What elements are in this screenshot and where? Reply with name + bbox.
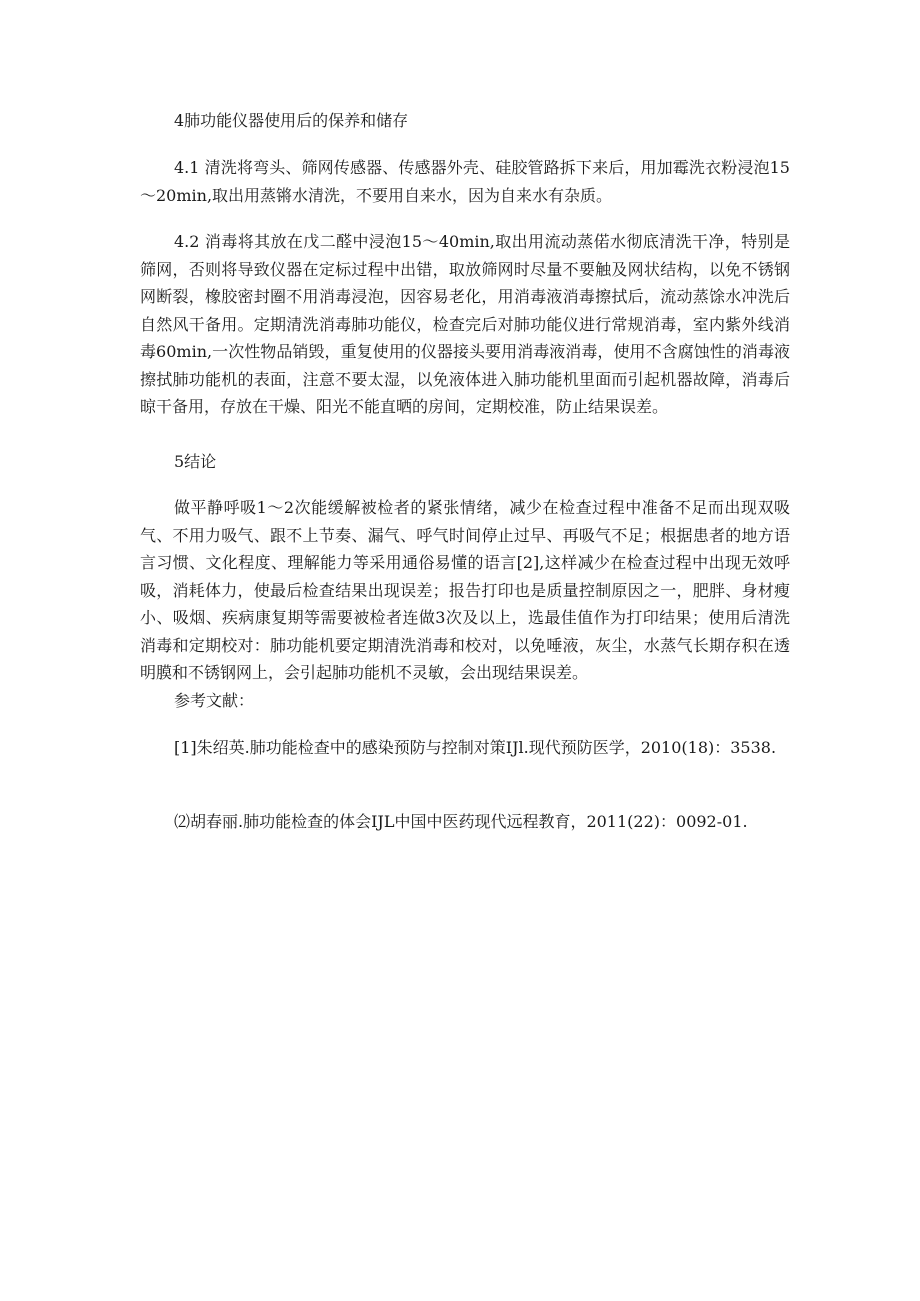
reference-item-1: [1]朱绍英.肺功能检查中的感染预防与控制对策IJl.现代预防医学，2010(18)：3538. [174,738,777,757]
section-4-heading: 4肺功能仪器使用后的保养和储存 [174,111,409,130]
section-4-2-paragraph: 4.2 消毒将其放在戊二醛中浸泡15～40min,取出用流动蒸偌水彻底清洗干净，特别是筛网，否则将导致仪器在定标过程中出错，取放筛网时尽量不要触及网状结构，以免不锈钢网断裂，橡胶密封圈不用消毒浸泡，因容易老化，用消毒液消毒擦拭后，流动蒸馀水冲洗后自然风干备用。定期清洗消毒肺功能仪，检查完后对肺功能仪进行常规消毒，室内紫外线消毒60min,一次性物品销毁，重复使用的仪器接头要用消毒液消毒，使用不含腐蚀性的消毒液擦拭肺功能机的表面，注意不要太湿，以免液体进入肺功能机里面而引起机器故障，消毒后晾干备用，存放在干燥、阳光不能直晒的房间，定期校准，防止结果误差。 [140,232,790,416]
references-heading: 参考文献： [174,691,255,710]
reference-item-2: ⑵胡春丽.肺功能检查的体会IJL中国中医药现代远程教育，2011(22)：0092-01. [174,812,748,831]
conclusion-paragraph: 做平静呼吸1～2次能缓解被检者的紧张情绪，减少在检查过程中准备不足而出现双吸气、不用力吸气、跟不上节奏、漏气、呼气时间停止过早、再吸气不足；根据患者的地方语言习惯、文化程度、理解能力等采用通俗易懂的语言[2],这样减少在检查过程中出现无效呼吸，消耗体力，使最后检查结果出现误差；报告打印也是质量控制原因之一，肥胖、身材瘦小、吸烟、疾病康复期等需要被检者连做3次及以上，选最佳值作为打印结果；使用后清洗消毒和定期校对：肺功能机要定期清洗消毒和校对，以免唾液，灰尘，水蒸气长期存积在透明膜和不锈钢网上，会引起肺功能机不灵敏，会出现结果误差。 [140,498,790,682]
section-4-1-paragraph: 4.1 清洗将弯头、筛网传感器、传感器外壳、硅胶管路拆下来后，用加霉洗衣粉浸泡15～20min,取出用蒸锵水清洗，不要用自来水，因为自来水有杂质。 [140,158,790,205]
section-5-heading: 5结论 [174,452,217,471]
